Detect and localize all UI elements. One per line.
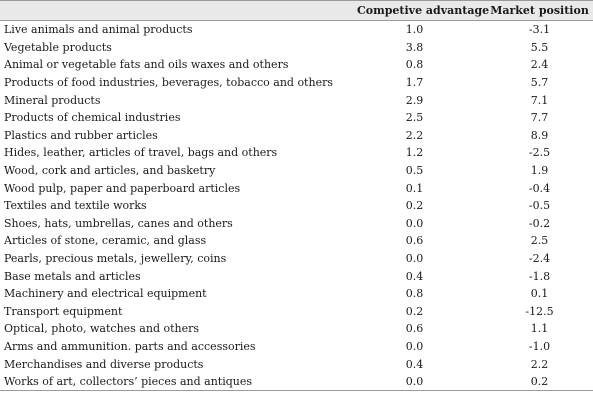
table-row: [0, 232, 593, 250]
cell-product: Works of art, collectors’ pieces and antiques: [0, 373, 343, 391]
cell-competitive-advantage: 1.7: [405, 76, 424, 90]
cell-product: Vegetable products: [4, 40, 112, 54]
cell-competitive-advantage: 0.2: [405, 304, 424, 318]
header-competitive-advantage: Competive advantage: [343, 1, 486, 21]
cell-competitive-advantage: 0.4: [405, 269, 424, 283]
header-market-position: Market position: [486, 1, 593, 21]
cell-market-position: 7.7: [530, 111, 549, 125]
header-product: [0, 1, 343, 21]
cell-competitive-advantage: 0.4: [405, 357, 424, 371]
cell-competitive-advantage: 0.2: [405, 199, 424, 213]
cell-product: Machinery and electrical equipment: [4, 287, 207, 301]
cell-competitive-advantage: 0.0: [405, 216, 424, 230]
cell-market-position: -0.2: [528, 216, 551, 230]
table-row: [0, 109, 593, 127]
table-row: [0, 355, 593, 373]
cell-competitive-advantage: 2.9: [405, 93, 424, 107]
cell-competitive-advantage: 0.0: [405, 339, 424, 353]
cell-market-position: 1.1: [530, 322, 549, 336]
cell-product: Shoes, hats, umbrellas, canes and others: [4, 216, 233, 230]
cell-competitive-advantage: 0.1: [405, 181, 424, 195]
cell-product: Arms and ammunition. parts and accessories: [4, 339, 256, 353]
table-row: [0, 285, 593, 303]
cell-market-position: 1.9: [530, 164, 549, 178]
cell-competitive-advantage: 0.8: [405, 58, 424, 72]
cell-product: Pearls, precious metals, jewellery, coins: [4, 252, 227, 266]
cell-product: Transport equipment: [4, 304, 123, 318]
cell-competitive-advantage: 2.2: [405, 128, 424, 142]
cell-competitive-advantage: 0.6: [405, 322, 424, 336]
cell-competitive-advantage: 0.0: [343, 373, 486, 391]
cell-product: Products of food industries, beverages, tobacco and others: [4, 76, 333, 90]
cell-market-position: -1.8: [528, 269, 551, 283]
cell-market-position: -0.4: [528, 181, 551, 195]
cell-competitive-advantage: 0.0: [405, 252, 424, 266]
table-row: [0, 338, 593, 356]
cell-market-position: 8.9: [530, 128, 549, 142]
cell-market-position: -3.1: [528, 23, 551, 37]
cell-competitive-advantage: 2.5: [405, 111, 424, 125]
cell-product: Products of chemical industries: [4, 111, 181, 125]
cell-market-position: -2.4: [528, 252, 551, 266]
table-row: [0, 127, 593, 145]
cell-product: Live animals and animal products: [4, 23, 193, 37]
cell-product: Articles of stone, ceramic, and glass: [4, 234, 207, 248]
cell-competitive-advantage: 1.0: [405, 23, 424, 37]
table-body: [0, 21, 593, 391]
table-header: [0, 1, 593, 21]
cell-market-position: 2.4: [530, 58, 549, 72]
table-row: [0, 21, 593, 39]
cell-market-position: -1.0: [528, 339, 551, 353]
cell-market-position: 7.1: [530, 93, 549, 107]
table-row: [0, 267, 593, 285]
table-row: [0, 91, 593, 109]
table-row: [0, 373, 593, 391]
table-row: [0, 250, 593, 268]
cell-competitive-advantage: 0.5: [405, 164, 424, 178]
table-row: [0, 197, 593, 215]
table-row: [0, 303, 593, 321]
cell-product: Merchandises and diverse products: [4, 357, 204, 371]
table-row: [0, 144, 593, 162]
table-row: [0, 56, 593, 74]
table-row: [0, 74, 593, 92]
cell-product: Hides, leather, articles of travel, bags and others: [4, 146, 278, 160]
cell-market-position: 2.2: [530, 357, 549, 371]
cell-competitive-advantage: 1.2: [405, 146, 424, 160]
cell-product: Textiles and textile works: [4, 199, 147, 213]
table-row: [0, 162, 593, 180]
cell-competitive-advantage: 0.8: [405, 287, 424, 301]
header-row: [0, 1, 593, 21]
cell-market-position: 0.1: [530, 287, 549, 301]
cell-competitive-advantage: 3.8: [405, 40, 424, 54]
table-row: [0, 179, 593, 197]
cell-market-position: -12.5: [525, 304, 554, 318]
cell-product: Wood pulp, paper and paperboard articles: [4, 181, 241, 195]
cell-product: Mineral products: [4, 93, 101, 107]
cell-market-position: -0.5: [528, 199, 551, 213]
cell-market-position: 0.2: [486, 373, 593, 391]
cell-market-position: 5.5: [530, 40, 549, 54]
cell-market-position: 2.5: [530, 234, 549, 248]
table-row: [0, 320, 593, 338]
cell-product: Animal or vegetable fats and oils waxes and others: [4, 58, 289, 72]
table-row: [0, 39, 593, 57]
table-row: [0, 215, 593, 233]
cell-product: Optical, photo, watches and others: [4, 322, 200, 336]
cell-competitive-advantage: 0.6: [405, 234, 424, 248]
cell-market-position: -2.5: [528, 146, 551, 160]
cell-product: Base metals and articles: [4, 269, 141, 283]
cell-market-position: 5.7: [530, 76, 549, 90]
cell-product: Plastics and rubber articles: [4, 128, 158, 142]
cell-product: Wood, cork and articles, and basketry: [4, 164, 216, 178]
